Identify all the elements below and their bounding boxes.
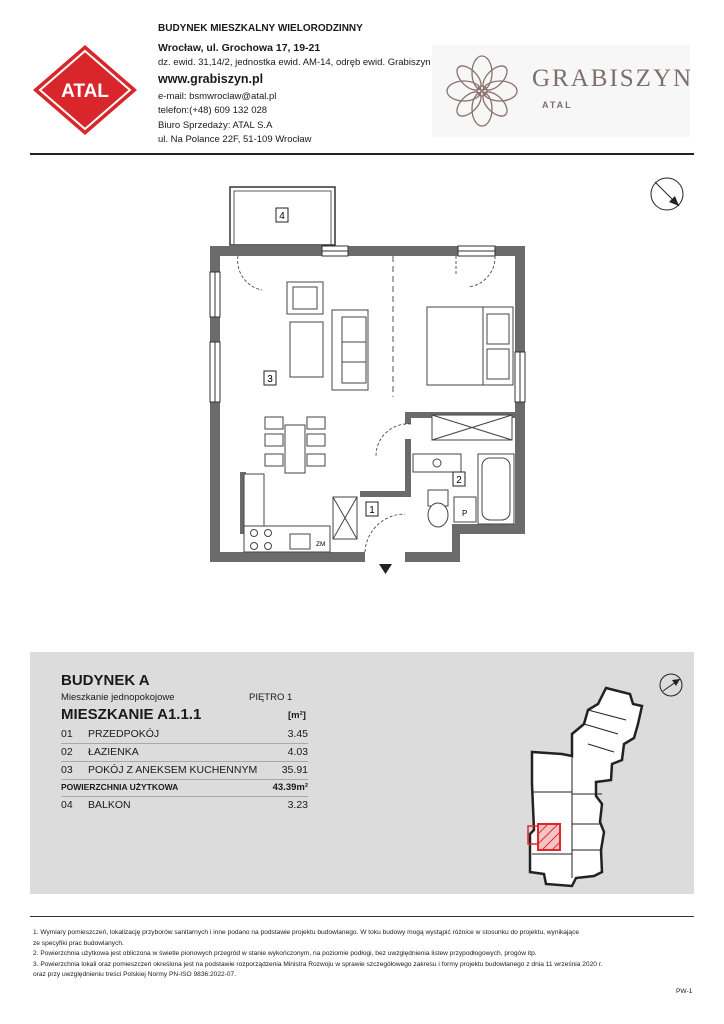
header-phone: telefon:(+48) 609 132 028 [158, 105, 268, 116]
footnotes [33, 928, 693, 981]
room-row [61, 725, 308, 744]
room-row [61, 743, 308, 762]
room-label-1: 1 [369, 505, 375, 516]
header-title: BUDYNEK MIESZKALNY WIELORODZINNY [158, 23, 363, 34]
footnote-1: 1. Wymiary pomieszczeń, lokalizację przyborów sanitarnych i inne podano na podstawie projektu budowlanego. W toku budowy mogą wystąpić różnice w stosunku do projektu, wynikające [33, 929, 580, 936]
building-key-plan [518, 664, 693, 889]
room-name: ŁAZIENKA [88, 746, 139, 758]
balcony-area: 3.23 [287, 799, 308, 811]
building-name: BUDYNEK A [61, 672, 150, 689]
atal-logo-text: ATAL [61, 81, 109, 102]
room-name: PRZEDPOKÓJ [88, 728, 160, 740]
total-area-value: 43.39m² [272, 782, 308, 793]
furniture [244, 282, 514, 552]
page-code: PW-1 [676, 988, 693, 995]
room-name: POKÓJ Z ANEKSEM KUCHENNYM [88, 764, 258, 776]
apartment-type: Mieszkanie jednopokojowe [61, 692, 175, 703]
floor-label: PIĘTRO 1 [249, 692, 293, 703]
flower-emblem-icon [442, 51, 522, 131]
compass-small-icon [660, 674, 682, 696]
floor-plan [200, 172, 705, 582]
apartment-number: MIESZKANIE A1.1.1 [61, 706, 202, 723]
north-arrow-icon [651, 178, 683, 210]
footnote-3: 3. Powierzchnia lokali oraz pomieszczeń określona jest na podstawie rozporządzenia Ministra Rozwoju w sprawie szczegółowego zakresu i formy projektu budowlanego z dnia 11 września 2020 r. [33, 960, 603, 968]
header-office-address: ul. Na Polance 22F, 51-109 Wrocław [158, 134, 312, 145]
grabiszyn-brand [432, 45, 694, 137]
washer-label: P [462, 509, 468, 518]
room-label-4: 4 [279, 211, 285, 222]
room-area: 4.03 [287, 746, 308, 758]
header-website[interactable]: www.grabiszyn.pl [158, 72, 264, 86]
total-area-label: POWIERZCHNIA UŻYTKOWA [61, 782, 179, 792]
area-unit: [m²] [288, 710, 306, 721]
room-no: 02 [61, 746, 73, 758]
room-label-3: 3 [267, 374, 273, 385]
room-no: 01 [61, 728, 73, 740]
header-office: Biuro Sprzedaży: ATAL S.A [158, 120, 273, 131]
fridge-label: ZM [316, 541, 326, 548]
total-area-row [61, 778, 308, 797]
apartment-highlight [538, 824, 560, 850]
header-plot: dz. ewid. 31,14/2, jednostka ewid. AM-14, odręb ewid. Grabiszyn [158, 57, 431, 68]
brand-sub: ATAL [542, 100, 573, 110]
brand-name: GRABISZYN [532, 65, 694, 92]
room-label-2: 2 [456, 475, 462, 486]
room-area: 35.91 [281, 764, 308, 776]
footnote-3-cont: oraz przy uwzględnieniu treści Polskiej Normy PN-ISO 9836:2022-07. [33, 971, 237, 978]
balcony-row [61, 796, 308, 814]
room-no: 03 [61, 764, 73, 776]
balcony-name: BALKON [88, 799, 131, 811]
header-divider [30, 153, 694, 155]
header-email[interactable]: e-mail: bsmwroclaw@atal.pl [158, 91, 277, 102]
footnote-2: 2. Powierzchnia użytkowa jest obliczona w świetle pionowych przegród w stanie wykończonym, na poziomie podłogi, bez uwzględnienia listew przypodłogowych, progów itp. [33, 950, 537, 957]
room-area: 3.45 [287, 728, 308, 740]
apartment-info-panel [30, 652, 694, 894]
balcony-no: 04 [61, 799, 73, 811]
footnote-1-cont: ze specyfiki prac budowlanych. [33, 939, 124, 947]
header-address: Wrocław, ul. Grochowa 17, 19-21 [158, 42, 321, 54]
entrance-arrow-icon [379, 564, 392, 574]
footer-divider [30, 916, 694, 917]
atal-logo [30, 42, 140, 138]
